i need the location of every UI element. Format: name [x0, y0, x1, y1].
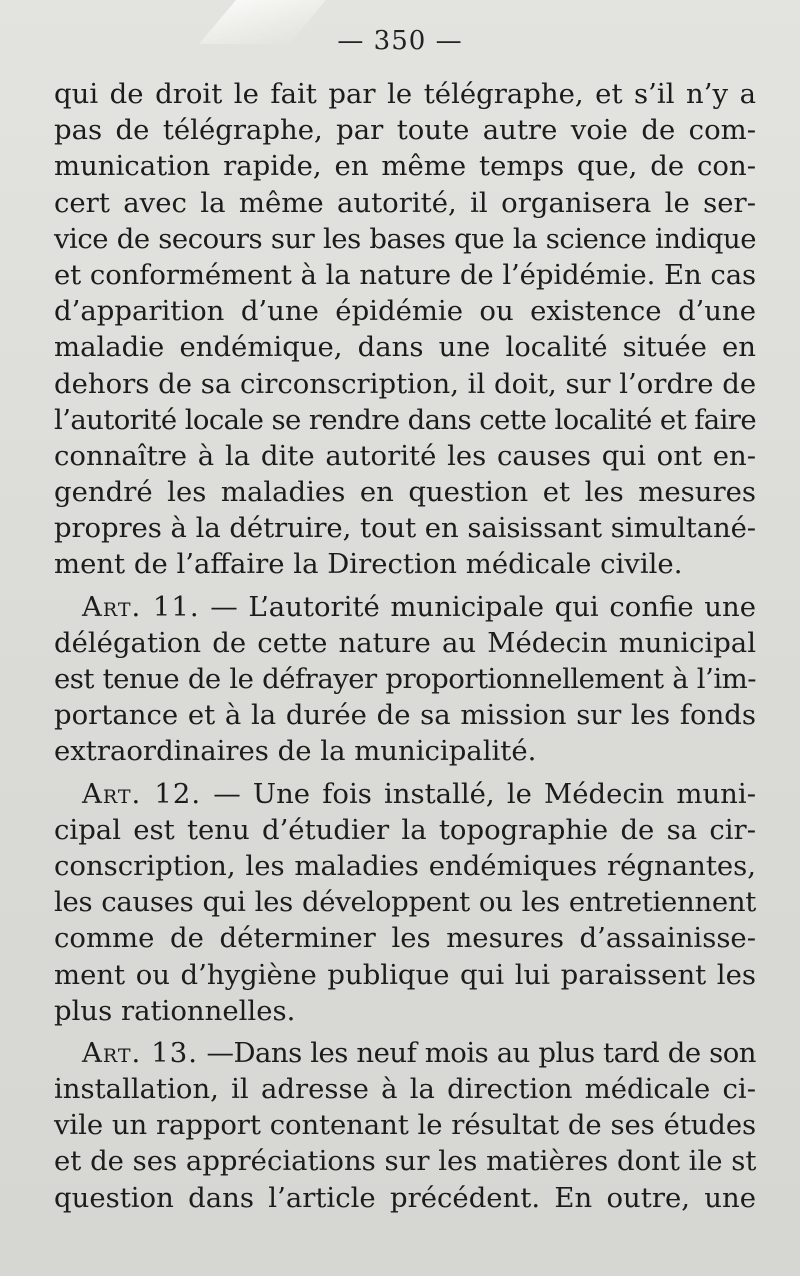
- text-line: délégation de cette nature au Médecin municipal: [54, 626, 756, 659]
- article-first-line: [54, 1035, 756, 1071]
- text-line-content: —Dans les neuf mois au plus tard de son: [197, 1036, 756, 1069]
- text-line-content: — Une fois installé, le Médecin muni-: [201, 777, 756, 810]
- text-line: comme de déterminer les mesures d’assainisse-: [54, 922, 756, 955]
- article-label: Art. 12.: [82, 777, 202, 810]
- text-line: l’autorité locale se rendre dans cette localité et faire: [54, 403, 756, 436]
- text-line: est tenue de le défrayer proportionnellement à l’im-: [54, 663, 756, 695]
- article-first-line: [54, 589, 756, 625]
- text-line: cipal est tenu d’étudier la topographie de sa cir-: [54, 813, 756, 846]
- article-label: Art. 11.: [82, 590, 200, 623]
- text-line: conscription, les maladies endémiques régnantes,: [54, 849, 756, 882]
- text-line: ment de l’affaire la Direction médicale civile.: [54, 548, 683, 581]
- text-line: et de ses appréciations sur les matières dont ile st: [54, 1145, 757, 1178]
- text-line: cert avec la même autorité, il organisera le ser-: [54, 186, 756, 219]
- text-line: pas de télégraphe, par toute autre voie de com-: [54, 114, 756, 147]
- text-line: propres à la détruire, tout en saisissant simultané-: [54, 512, 756, 545]
- text-line: dehors de sa circonscription, il doit, sur l’ordre de: [54, 367, 757, 400]
- page-number: — 350 —: [337, 26, 463, 56]
- text-line: ment ou d’hygiène publique qui lui paraissent les: [54, 958, 756, 991]
- text-line: portance et à la durée de sa mission sur les fonds: [54, 699, 756, 732]
- text-line: installation, il adresse à la direction médicale ci-: [54, 1073, 756, 1106]
- text-line: munication rapide, en même temps que, de con-: [54, 150, 756, 183]
- text-line: question dans l’article précédent. En outre, une: [54, 1181, 756, 1214]
- text-line: gendré les maladies en question et les mesures: [54, 476, 756, 509]
- text-line: extraordinaires de la municipalité.: [54, 735, 537, 768]
- text-line-content: — L’autorité municipale qui confie une: [199, 590, 756, 623]
- article-label: Art. 13.: [82, 1036, 198, 1069]
- text-line: vice de secours sur les bases que la science indique: [54, 222, 756, 255]
- article-first-line: [54, 776, 756, 812]
- text-line: et conformément à la nature de l’épidémie. En cas: [54, 258, 756, 291]
- text-line: plus rationnelles.: [54, 994, 296, 1027]
- text-line: les causes qui les développent ou les entretiennent: [54, 886, 756, 919]
- text-line: connaître à la dite autorité les causes qui ont en-: [54, 439, 756, 472]
- text-line: qui de droit le fait par le télégraphe, et s’il n’y a: [54, 78, 756, 110]
- text-line: vile un rapport contenant le résultat de ses études: [54, 1109, 756, 1142]
- text-line: d’apparition d’une épidémie ou existence d’une: [54, 295, 756, 328]
- text-line: maladie endémique, dans une localité située en: [54, 331, 756, 364]
- text-block: [54, 76, 756, 1216]
